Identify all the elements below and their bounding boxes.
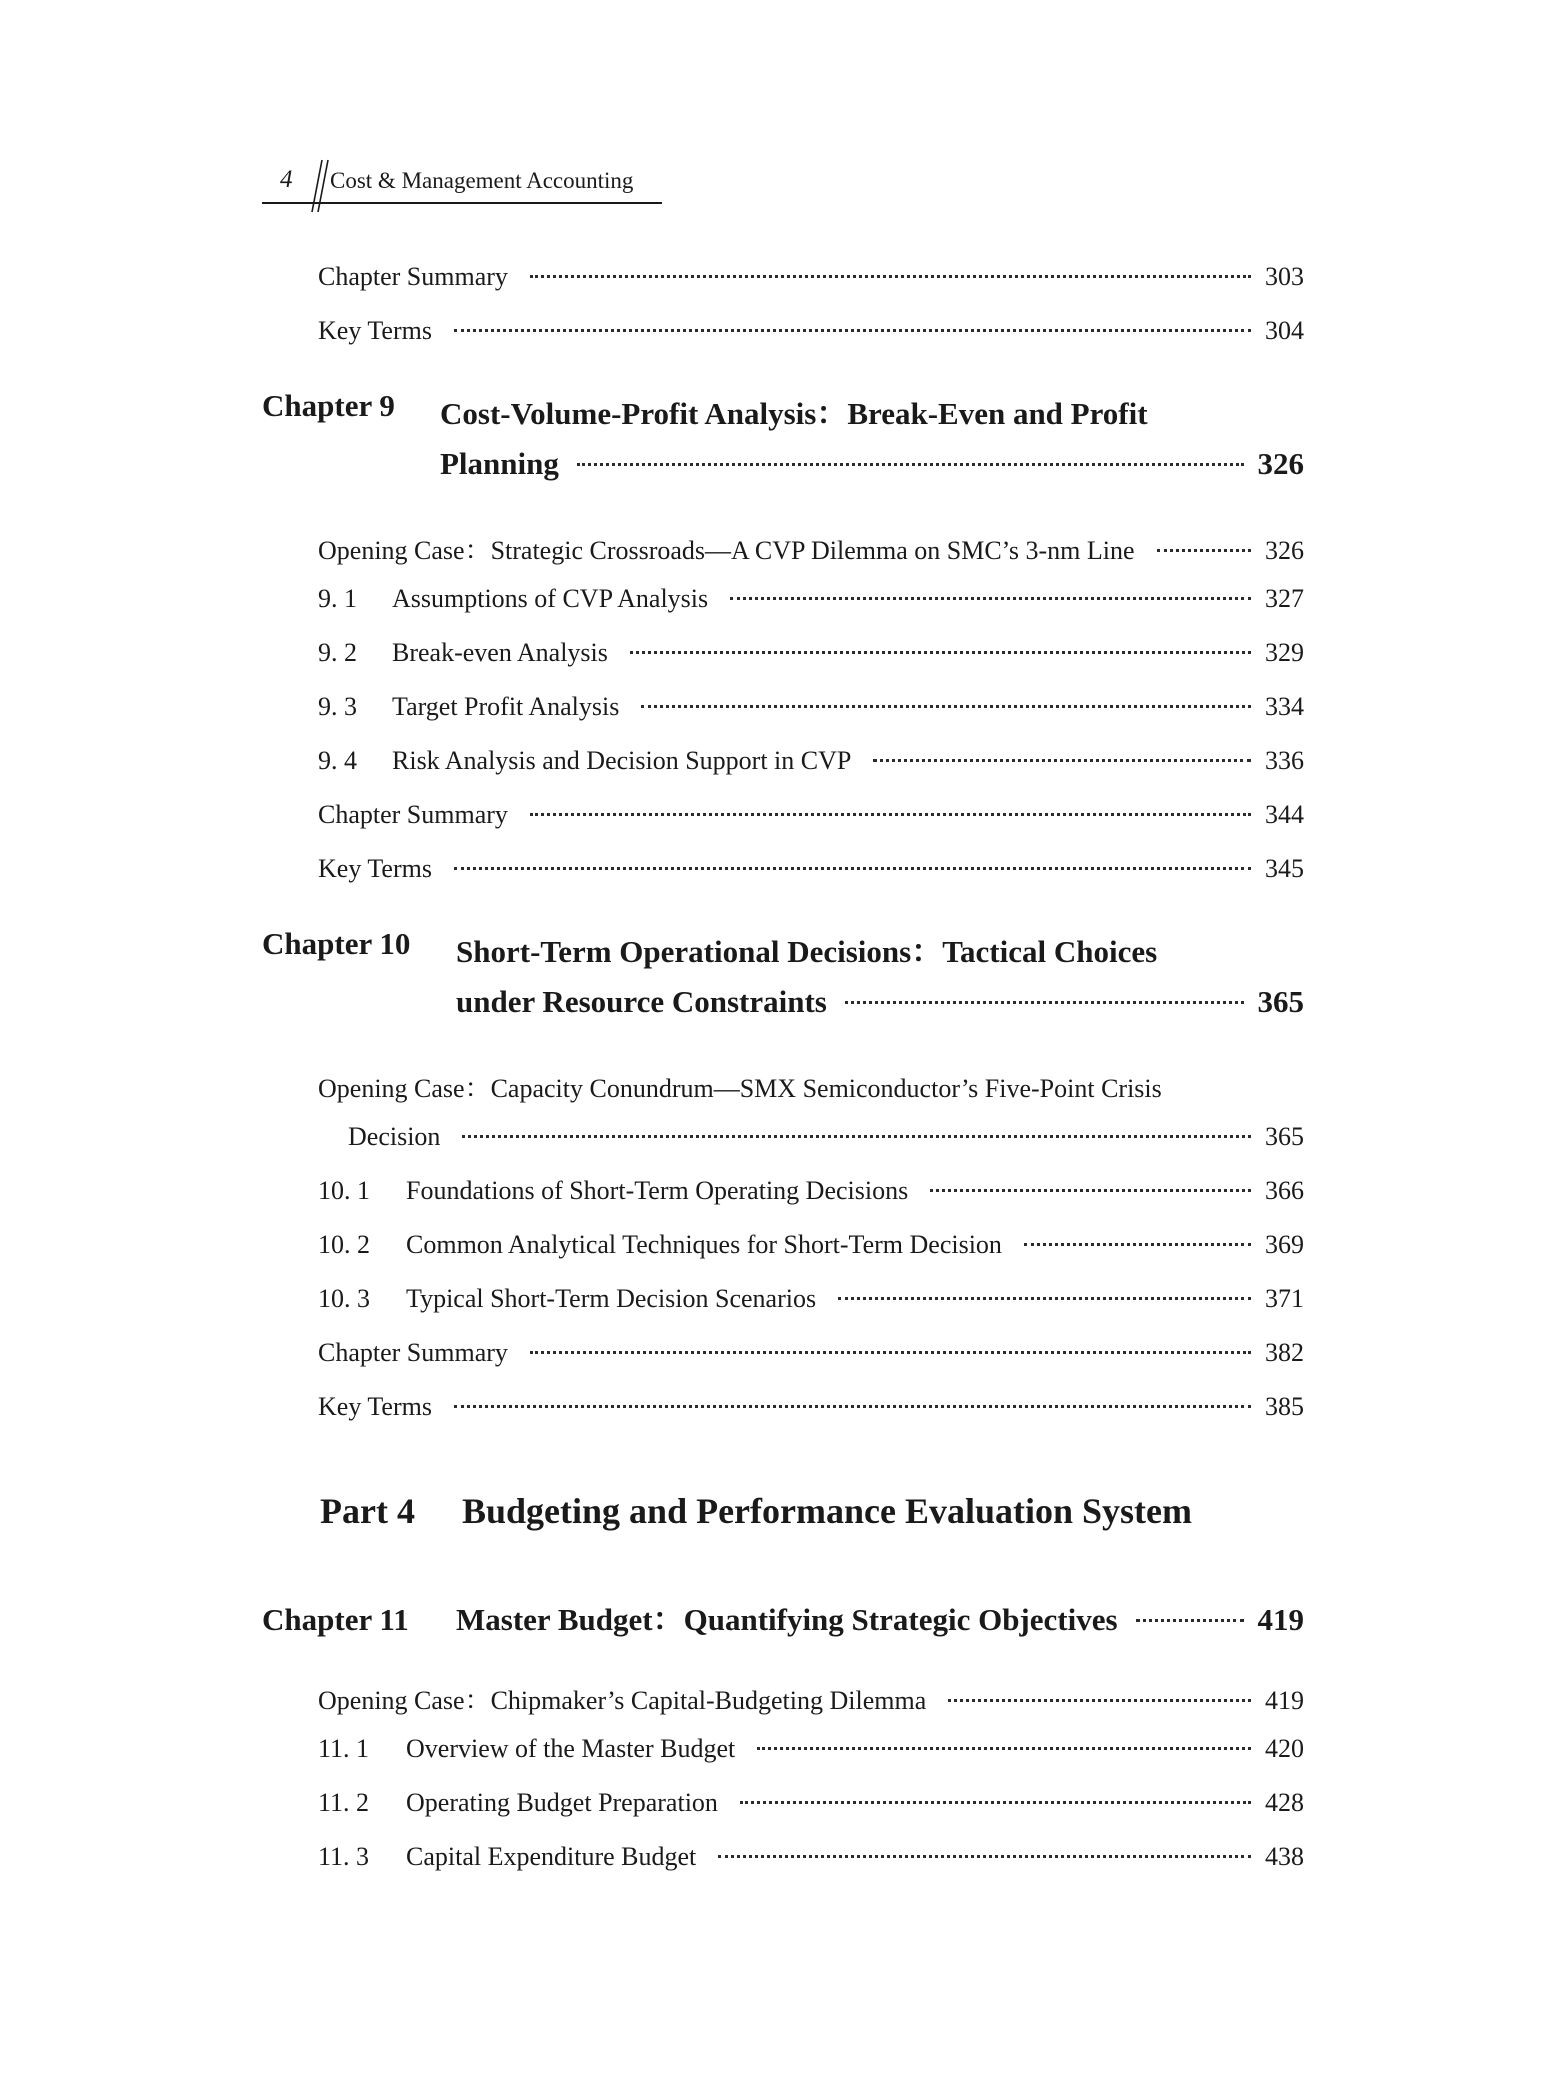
entry-label: Risk Analysis and Decision Support in CVP (392, 746, 852, 775)
chapter-11-heading[interactable] (262, 1594, 1304, 1639)
toc-entry-key-terms[interactable] (318, 316, 1304, 346)
toc-entry-section-10-2[interactable] (318, 1230, 1304, 1260)
dot-leader (845, 1001, 1244, 1004)
toc-entry-key-terms[interactable] (318, 854, 1304, 884)
toc-entry-section-10-1[interactable] (318, 1176, 1304, 1206)
toc-entry-chapter-summary[interactable] (318, 262, 1304, 292)
chapter-10-heading-line2[interactable] (456, 984, 1304, 1020)
chapter-number: Chapter 9 (262, 388, 395, 423)
dot-leader (530, 275, 1251, 278)
header-rule (262, 202, 662, 204)
dot-leader (718, 1855, 1251, 1858)
chapter-title-line1: Short-Term Operational Decisions：Tactical Choices (456, 934, 1158, 969)
entry-page: 336 (1265, 746, 1304, 775)
entry-label: Capital Expenditure Budget (406, 1842, 697, 1871)
section-number: 9. 2 (318, 638, 357, 667)
dot-leader (1136, 1619, 1244, 1622)
entry-label: Common Analytical Techniques for Short-Term Decision (406, 1230, 1002, 1259)
toc-entry-section-11-2[interactable] (318, 1788, 1304, 1818)
toc-entry-opening-case[interactable] (318, 530, 1304, 567)
entry-page: 345 (1265, 854, 1304, 883)
toc-entry-section-9-3[interactable] (318, 692, 1304, 722)
toc-entry-section-9-1[interactable] (318, 584, 1304, 614)
entry-label: Assumptions of CVP Analysis (392, 584, 709, 613)
chapter-title-line1: Cost-Volume-Profit Analysis：Break-Even and Profit (440, 396, 1148, 431)
dot-leader (530, 1351, 1251, 1354)
toc-entry-opening-case-line2[interactable] (348, 1122, 1304, 1152)
dot-leader (462, 1135, 1251, 1138)
dot-leader (454, 1405, 1251, 1408)
entry-label: Opening Case：Chipmaker’s Capital-Budgeting Dilemma (318, 1686, 927, 1715)
dot-leader (930, 1189, 1251, 1192)
toc-entry-section-9-2[interactable] (318, 638, 1304, 668)
entry-label: Target Profit Analysis (392, 692, 620, 721)
chapter-number: Chapter 10 (262, 926, 411, 961)
entry-label: Typical Short-Term Decision Scenarios (406, 1284, 817, 1313)
dot-leader (948, 1699, 1251, 1702)
dot-leader (1024, 1243, 1251, 1246)
section-number: 9. 3 (318, 692, 357, 721)
toc-entry-opening-case-line1[interactable] (318, 1068, 1304, 1105)
entry-page: 344 (1265, 800, 1304, 829)
entry-page: 382 (1265, 1338, 1304, 1367)
section-number: 10. 2 (318, 1230, 370, 1259)
dot-leader (530, 813, 1251, 816)
toc-entry-chapter-summary[interactable] (318, 800, 1304, 830)
chapter-page: 326 (1257, 446, 1304, 481)
section-number: 10. 3 (318, 1284, 370, 1313)
running-header (262, 158, 662, 208)
entry-label: Opening Case：Strategic Crossroads—A CVP Dilemma on SMC’s 3-nm Line (318, 536, 1135, 565)
entry-page: 438 (1265, 1842, 1304, 1871)
dot-leader (454, 867, 1251, 870)
toc-entry-opening-case[interactable] (318, 1680, 1304, 1717)
chapter-10-heading[interactable] (262, 926, 1158, 969)
entry-page: 326 (1265, 536, 1304, 565)
chapter-page: 419 (1257, 1602, 1304, 1637)
entry-label: Chapter Summary (318, 262, 508, 291)
dot-leader (641, 705, 1251, 708)
chapter-title: Master Budget：Quantifying Strategic Objectives (456, 1602, 1118, 1637)
section-number: 10. 1 (318, 1176, 370, 1205)
dot-leader (577, 463, 1244, 466)
entry-page: 334 (1265, 692, 1304, 721)
entry-label: Key Terms (318, 854, 432, 883)
page-number: 4 (280, 166, 293, 193)
part-number: Part 4 (320, 1491, 415, 1531)
toc-entry-section-10-3[interactable] (318, 1284, 1304, 1314)
entry-page: 419 (1265, 1686, 1304, 1715)
toc-entry-section-9-4[interactable] (318, 746, 1304, 776)
chapter-9-heading-line2[interactable] (440, 446, 1304, 482)
entry-label: Key Terms (318, 1392, 432, 1421)
entry-page: 369 (1265, 1230, 1304, 1259)
toc-entry-section-11-3[interactable] (318, 1842, 1304, 1872)
double-slash-ornament (308, 158, 332, 214)
dot-leader (630, 651, 1251, 654)
part-title: Budgeting and Performance Evaluation System (462, 1491, 1193, 1531)
entry-label: Chapter Summary (318, 800, 508, 829)
part-4-heading[interactable] (320, 1490, 1193, 1532)
entry-page: 327 (1265, 584, 1304, 613)
entry-label: Chapter Summary (318, 1338, 508, 1367)
chapter-number: Chapter 11 (262, 1602, 409, 1637)
dot-leader (454, 329, 1251, 332)
toc-entry-chapter-summary[interactable] (318, 1338, 1304, 1368)
entry-label: Overview of the Master Budget (406, 1734, 736, 1763)
running-title: Cost & Management Accounting (330, 168, 634, 193)
dot-leader (757, 1747, 1251, 1750)
entry-page: 365 (1265, 1122, 1304, 1151)
section-number: 9. 1 (318, 584, 357, 613)
entry-label: Operating Budget Preparation (406, 1788, 718, 1817)
entry-label: Decision (348, 1122, 441, 1151)
chapter-9-heading[interactable] (262, 388, 1148, 431)
dot-leader (740, 1801, 1251, 1804)
entry-label: Break-even Analysis (392, 638, 608, 667)
entry-label: Foundations of Short-Term Operating Decisions (406, 1176, 909, 1205)
section-number: 11. 3 (318, 1842, 370, 1871)
entry-label: Opening Case：Capacity Conundrum—SMX Semiconductor’s Five-Point Crisis (318, 1074, 1162, 1103)
entry-label: Key Terms (318, 316, 432, 345)
entry-page: 371 (1265, 1284, 1304, 1313)
section-number: 11. 2 (318, 1788, 370, 1817)
chapter-page: 365 (1257, 984, 1304, 1019)
toc-entry-section-11-1[interactable] (318, 1734, 1304, 1764)
chapter-title-line2: Planning (440, 446, 559, 481)
dot-leader (873, 759, 1251, 762)
dot-leader (838, 1297, 1251, 1300)
section-number: 9. 4 (318, 746, 357, 775)
dot-leader (1157, 549, 1251, 552)
entry-page: 366 (1265, 1176, 1304, 1205)
entry-page: 304 (1265, 316, 1304, 345)
entry-page: 420 (1265, 1734, 1304, 1763)
entry-page: 385 (1265, 1392, 1304, 1421)
entry-page: 329 (1265, 638, 1304, 667)
dot-leader (730, 597, 1251, 600)
section-number: 11. 1 (318, 1734, 370, 1763)
entry-page: 428 (1265, 1788, 1304, 1817)
entry-page: 303 (1265, 262, 1304, 291)
chapter-title-line2: under Resource Constraints (456, 984, 827, 1019)
toc-entry-key-terms[interactable] (318, 1392, 1304, 1422)
